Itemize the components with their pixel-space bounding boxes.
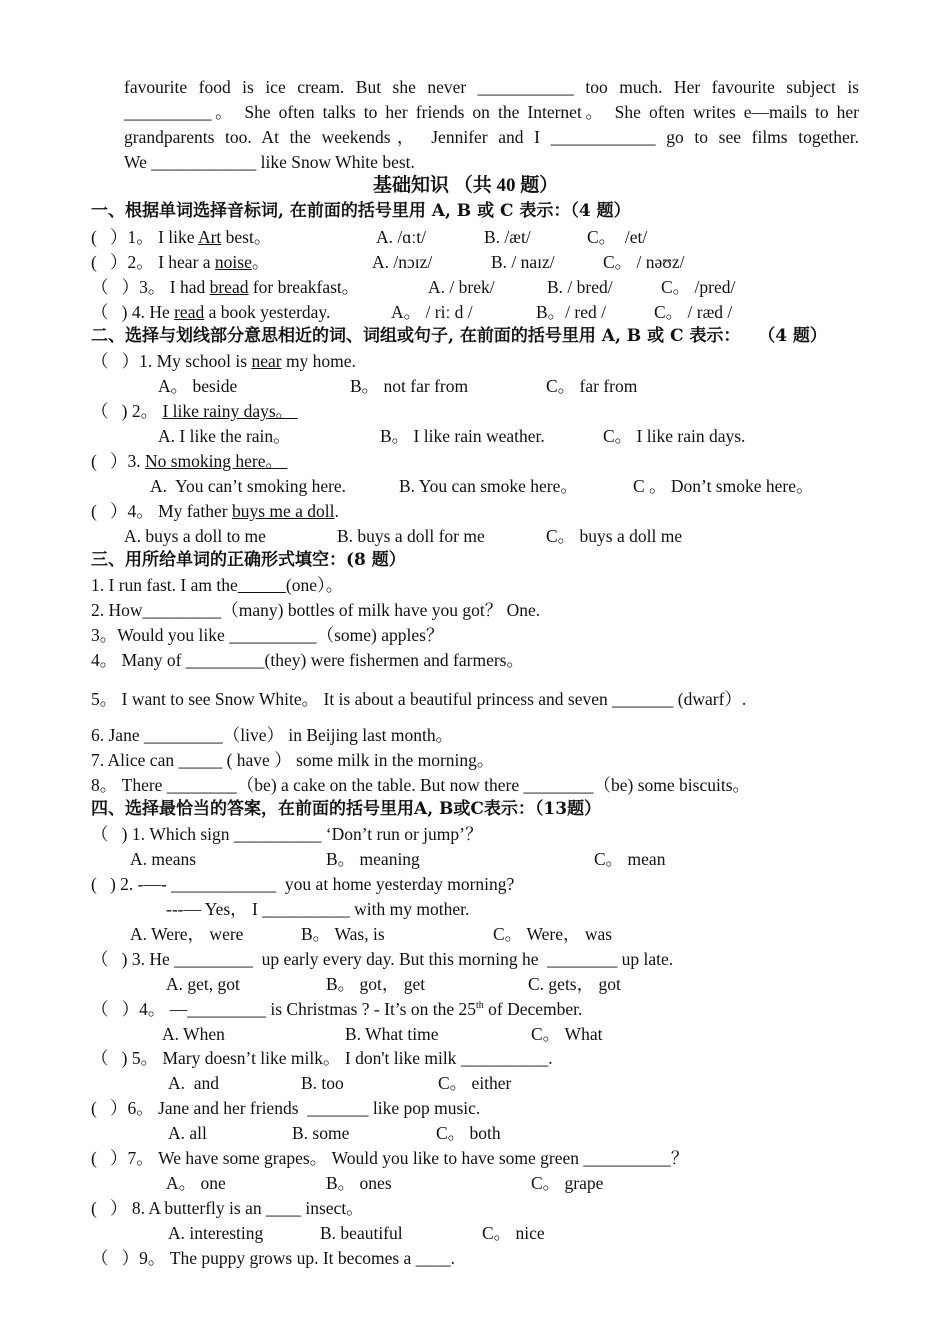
option-a: A. and	[168, 1073, 220, 1093]
ordinal-suffix: th	[475, 1000, 484, 1012]
option-c: C。 / ræd /	[654, 302, 733, 322]
q-stem-end: best。	[221, 227, 272, 247]
q-stem: （ ) 2。	[91, 401, 163, 421]
option-c: C。 /et/	[587, 227, 648, 247]
s2-question-1	[91, 350, 356, 372]
option-b: B. / naɪz/	[491, 252, 555, 272]
s4-question-2: ( ) 2. -—- ____________ you at home yesterday morning?	[91, 874, 515, 894]
s4-question-1: （ ) 1. Which sign __________ ‘Don’t run or jump’？	[91, 824, 483, 844]
item-text: 1. I run fast. I am the	[91, 575, 238, 595]
item-text-end: (one）。	[285, 575, 344, 595]
s3-item-3: 3。Would you like __________（some) apples？	[91, 625, 444, 645]
option-b: B. What time	[345, 1024, 439, 1044]
option-c: C。 What	[531, 1024, 603, 1044]
option-a: A. all	[168, 1123, 207, 1143]
s4-question-4	[91, 998, 582, 1020]
section-3-heading: 三、用所给单词的正确形式填空：(8 题）	[91, 550, 406, 570]
option-a: A. buys a doll to me	[124, 526, 266, 546]
option-b: B。 not far from	[350, 376, 469, 396]
underlined-word: noise	[214, 252, 252, 272]
s3-item-4: 4。 Many of _________(they) were fishermen and farmers。	[91, 650, 524, 670]
q-stem: ( ）3.	[91, 451, 145, 471]
s3-item-5: 5。 I want to see Snow White。 It is about a beautiful princess and seven _______ (dwarf）.	[91, 689, 747, 709]
passage-line-2: __________。 She often talks to her friends on the Internet。 She often writes e—mails to her	[124, 102, 859, 122]
option-c: C。 buys a doll me	[546, 526, 683, 546]
option-a: A. /nɔɪz/	[372, 252, 433, 272]
option-a: A. means	[130, 849, 197, 869]
option-a: A。 beside	[158, 376, 238, 396]
option-c: C。 /pred/	[661, 277, 736, 297]
underlined-phrase: I like rainy days。	[162, 401, 298, 421]
q-stem-end: of December.	[483, 999, 583, 1019]
underlined-word: Art	[197, 227, 222, 247]
option-b: B. / bred/	[547, 277, 613, 297]
option-b: B。 got， get	[326, 974, 426, 994]
underlined-phrase: No smoking here。	[144, 451, 288, 471]
q-stem: （ ）3。 I had	[91, 277, 210, 297]
s2-question-4	[91, 500, 339, 522]
s4-question-2-reply: ---— Yes， I __________ with my mother.	[166, 899, 470, 919]
option-a: A. / brek/	[428, 277, 495, 297]
s3-item-2: 2. How_________（many) bottles of milk have you got？ One.	[91, 600, 541, 620]
option-a: A。 / riː d /	[391, 302, 473, 322]
answer-blank	[238, 575, 286, 595]
q-stem: ( ）2。 I hear a	[91, 252, 215, 272]
q-stem-end: for breakfast。	[248, 277, 360, 297]
option-a: A. /ɑːt/	[376, 227, 426, 247]
s3-item-7: 7. Alice can _____ ( have ） some milk in the morning。	[91, 750, 495, 770]
option-c: C。 grape	[531, 1173, 604, 1193]
page-title: 基础知识 （共 40 题）	[373, 175, 559, 196]
q-stem: ( ）4。 My father	[91, 501, 232, 521]
q-stem: ( ）1。 I like	[91, 227, 198, 247]
q-stem-end: 。	[251, 252, 270, 272]
option-b: B. beautiful	[320, 1223, 403, 1243]
option-b: B。 meaning	[326, 849, 420, 869]
option-b: B。/ red /	[536, 302, 606, 322]
option-b: B。 Was, is	[301, 924, 385, 944]
option-c: C. gets， got	[528, 974, 621, 994]
option-a: A。 one	[166, 1173, 226, 1193]
option-c: C。 either	[438, 1073, 512, 1093]
underlined-word: read	[174, 302, 205, 322]
option-c: C 。 Don’t smoke here。	[633, 476, 814, 496]
s4-question-6: ( ）6。 Jane and her friends _______ like pop music.	[91, 1098, 481, 1118]
section-1-heading: 一、根据单词选择音标词, 在前面的括号里用 A, B 或 C 表示：（4 题）	[91, 201, 631, 221]
option-b: B. too	[301, 1073, 344, 1093]
option-b: B. some	[292, 1123, 350, 1143]
option-c: C。 both	[436, 1123, 501, 1143]
option-c: C。 Were， was	[493, 924, 613, 944]
option-a: A. Were， were	[130, 924, 244, 944]
s2-question-3	[91, 450, 287, 472]
s4-question-3: （ ) 3. He _________ up early every day. But this morning he ________ up late.	[91, 949, 674, 969]
s3-item-8: 8。 There ________（be) a cake on the table. But now there ________（be) some biscuits。	[91, 775, 751, 795]
underlined-phrase: near	[251, 351, 282, 371]
q-stem-end: my home.	[281, 351, 356, 371]
option-b: B. buys a doll for me	[337, 526, 485, 546]
option-a: A. I like the rain。	[158, 426, 291, 446]
option-a: A. interesting	[168, 1223, 264, 1243]
s4-question-9: （ ）9。 The puppy grows up. It becomes a ____.	[91, 1248, 456, 1268]
option-a: A. You can’t smoking here.	[150, 476, 347, 496]
option-c: C。 nice	[482, 1223, 545, 1243]
s3-item-6: 6. Jane _________（live） in Beijing last month。	[91, 725, 454, 745]
s4-question-7: ( ）7。 We have some grapes。 Would you like to have some green __________？	[91, 1148, 689, 1168]
option-b: B。 I like rain weather.	[380, 426, 545, 446]
s4-question-5: （ ) 5。 Mary doesn’t like milk。 I don't like milk __________.	[91, 1048, 553, 1068]
option-b: B。 ones	[326, 1173, 392, 1193]
passage-line-3: grandparents too. At the weekends， Jennifer and I ____________ go to see films together.	[124, 127, 859, 147]
option-a: A. get, got	[166, 974, 240, 994]
option-c: C。 mean	[594, 849, 666, 869]
s4-question-8: ( ） 8. A butterfly is an ____ insect。	[91, 1198, 364, 1218]
q-stem: （ ) 4. He	[91, 302, 175, 322]
passage-line-1: favourite food is ice cream. But she never ___________ too much. Her favourite subject is	[124, 77, 859, 97]
q-stem-end: .	[334, 501, 339, 521]
option-c: C。 I like rain days.	[603, 426, 746, 446]
s2-question-2	[91, 400, 298, 422]
underlined-phrase: buys me a doll	[231, 501, 335, 521]
option-b: B. You can smoke here。	[399, 476, 578, 496]
option-b: B. /æt/	[484, 227, 531, 247]
passage-line-4: We ____________ like Snow White best.	[124, 152, 415, 172]
section-2-heading: 二、选择与划线部分意思相近的词、词组或句子, 在前面的括号里用 A, B 或 C 表示： （4 题）	[91, 326, 827, 346]
q-stem: （ ）1. My school is	[91, 351, 252, 371]
section-4-heading: 四、选择最恰当的答案，在前面的括号里用A, B或C表示：（13题）	[91, 799, 602, 819]
option-a: A. When	[162, 1024, 225, 1044]
s3-item-1	[91, 574, 343, 596]
q-stem-end: a book yesterday.	[204, 302, 331, 322]
option-c: C。 far from	[546, 376, 638, 396]
option-c: C。 / nəʊz/	[603, 252, 685, 272]
underlined-word: bread	[209, 277, 249, 297]
q-stem: （ ）4。 —_________ is Christmas ? - It’s on the 25	[91, 999, 476, 1019]
